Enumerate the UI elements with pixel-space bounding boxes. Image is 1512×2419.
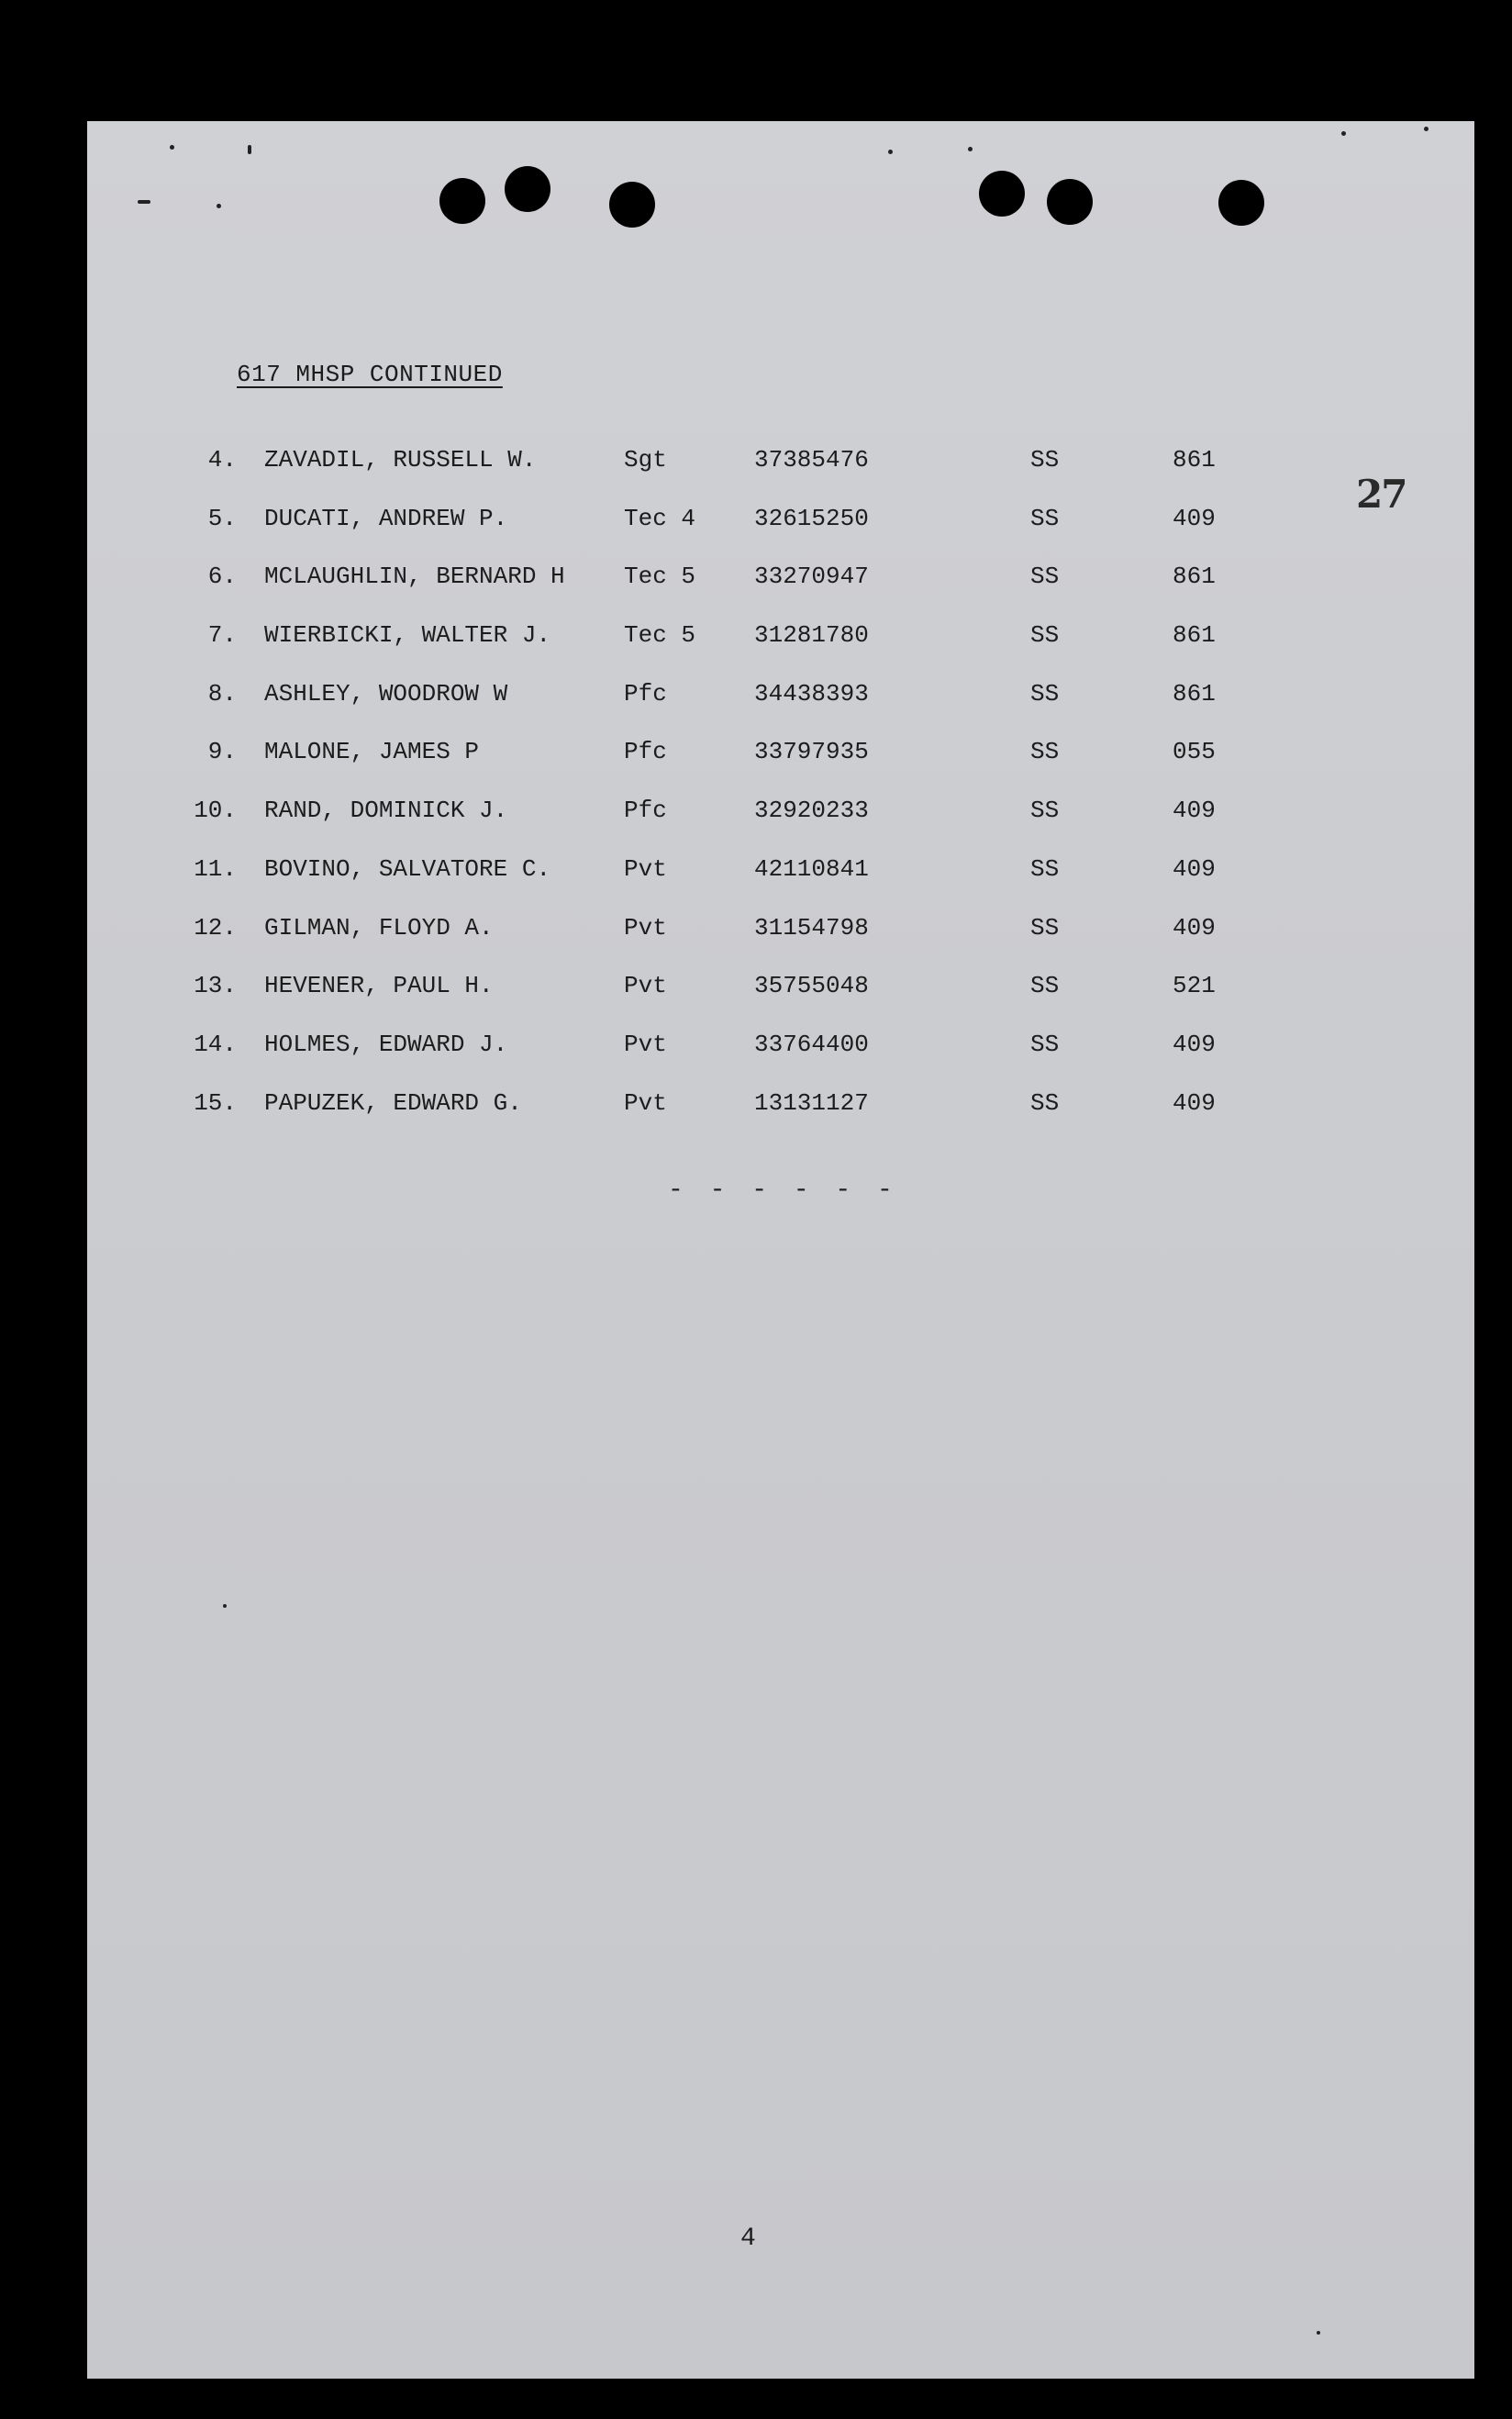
entry-number: 15. [194, 1088, 237, 1117]
paper-speck [248, 145, 251, 154]
end-of-list-marks: - - - - - - [668, 1176, 898, 1205]
soldier-name: HOLMES, EDWARD J. [264, 1030, 508, 1058]
specialty-number: 409 [1173, 1030, 1216, 1058]
roster-row [0, 1023, 1512, 1082]
punch-hole [1047, 179, 1093, 225]
status-code: SS [1030, 621, 1060, 650]
entry-number: 5. [207, 504, 237, 532]
specialty-number: 861 [1173, 621, 1216, 650]
paper-speck [223, 1604, 227, 1608]
soldier-grade: Tec 5 [624, 621, 696, 650]
roster-list [0, 439, 1512, 1140]
entry-number: 7. [207, 621, 237, 650]
specialty-number: 409 [1173, 504, 1216, 532]
status-code: SS [1030, 913, 1060, 942]
paper-speck [217, 204, 221, 208]
roster-row [0, 964, 1512, 1023]
soldier-name: ASHLEY, WOODROW W [264, 679, 508, 708]
serial-number: 13131127 [754, 1088, 869, 1117]
punch-hole [609, 182, 655, 228]
soldier-name: MALONE, JAMES P [264, 738, 480, 766]
roster-row [0, 1082, 1512, 1141]
punch-hole [439, 178, 485, 224]
status-code: SS [1030, 1088, 1060, 1117]
soldier-grade: Pfc [624, 797, 667, 825]
punch-hole [979, 171, 1025, 217]
specialty-number: 055 [1173, 738, 1216, 766]
status-code: SS [1030, 563, 1060, 591]
roster-row [0, 614, 1512, 673]
roster-row [0, 497, 1512, 556]
roster-row [0, 789, 1512, 848]
specialty-number: 861 [1173, 679, 1216, 708]
soldier-name: WIERBICKI, WALTER J. [264, 621, 551, 650]
specialty-number: 409 [1173, 1088, 1216, 1117]
soldier-name: PAPUZEK, EDWARD G. [264, 1088, 522, 1117]
entry-number: 11. [194, 854, 237, 883]
entry-number: 8. [207, 679, 237, 708]
punch-hole [1218, 180, 1264, 226]
serial-number: 32920233 [754, 797, 869, 825]
paper-speck [138, 200, 150, 204]
roster-row [0, 673, 1512, 731]
specialty-number: 521 [1173, 972, 1216, 1000]
serial-number: 32615250 [754, 504, 869, 532]
paper-speck [888, 150, 893, 154]
roster-row [0, 730, 1512, 789]
soldier-grade: Pfc [624, 738, 667, 766]
status-code: SS [1030, 504, 1060, 532]
serial-number: 33797935 [754, 738, 869, 766]
specialty-number: 409 [1173, 854, 1216, 883]
entry-number: 12. [194, 913, 237, 942]
entry-number: 13. [194, 972, 237, 1000]
serial-number: 35755048 [754, 972, 869, 1000]
specialty-number: 409 [1173, 913, 1216, 942]
status-code: SS [1030, 1030, 1060, 1058]
status-code: SS [1030, 679, 1060, 708]
soldier-name: BOVINO, SALVATORE C. [264, 854, 551, 883]
serial-number: 42110841 [754, 854, 869, 883]
soldier-name: DUCATI, ANDREW P. [264, 504, 508, 532]
status-code: SS [1030, 797, 1060, 825]
entry-number: 14. [194, 1030, 237, 1058]
serial-number: 33270947 [754, 563, 869, 591]
soldier-name: ZAVADIL, RUSSELL W. [264, 446, 537, 474]
soldier-name: GILMAN, FLOYD A. [264, 913, 494, 942]
soldier-grade: Sgt [624, 446, 667, 474]
document-heading: 617 MHSP CONTINUED [237, 361, 503, 388]
specialty-number: 861 [1173, 563, 1216, 591]
roster-row [0, 848, 1512, 907]
soldier-grade: Pvt [624, 913, 667, 942]
soldier-name: HEVENER, PAUL H. [264, 972, 494, 1000]
roster-row [0, 555, 1512, 614]
specialty-number: 861 [1173, 446, 1216, 474]
serial-number: 31281780 [754, 621, 869, 650]
soldier-grade: Tec 5 [624, 563, 696, 591]
soldier-grade: Pvt [624, 972, 667, 1000]
status-code: SS [1030, 972, 1060, 1000]
paper-speck [1424, 127, 1429, 131]
soldier-grade: Pvt [624, 1088, 667, 1117]
serial-number: 31154798 [754, 913, 869, 942]
serial-number: 37385476 [754, 446, 869, 474]
roster-row [0, 439, 1512, 497]
entry-number: 6. [207, 563, 237, 591]
entry-number: 9. [207, 738, 237, 766]
status-code: SS [1030, 738, 1060, 766]
roster-row [0, 907, 1512, 965]
soldier-grade: Pvt [624, 1030, 667, 1058]
specialty-number: 409 [1173, 797, 1216, 825]
paper-speck [1317, 2331, 1320, 2335]
punch-hole [505, 166, 550, 212]
paper-speck [1341, 131, 1346, 136]
entry-number: 4. [207, 446, 237, 474]
serial-number: 34438393 [754, 679, 869, 708]
status-code: SS [1030, 854, 1060, 883]
soldier-grade: Pfc [624, 679, 667, 708]
status-code: SS [1030, 446, 1060, 474]
serial-number: 33764400 [754, 1030, 869, 1058]
paper-speck [170, 145, 174, 150]
paper-speck [968, 147, 973, 151]
soldier-name: RAND, DOMINICK J. [264, 797, 508, 825]
page-number: 4 [740, 2224, 756, 2253]
entry-number: 10. [194, 797, 237, 825]
margin-page-note: 27 [1356, 472, 1406, 517]
soldier-grade: Pvt [624, 854, 667, 883]
soldier-name: MCLAUGHLIN, BERNARD H [264, 563, 565, 591]
soldier-grade: Tec 4 [624, 504, 696, 532]
